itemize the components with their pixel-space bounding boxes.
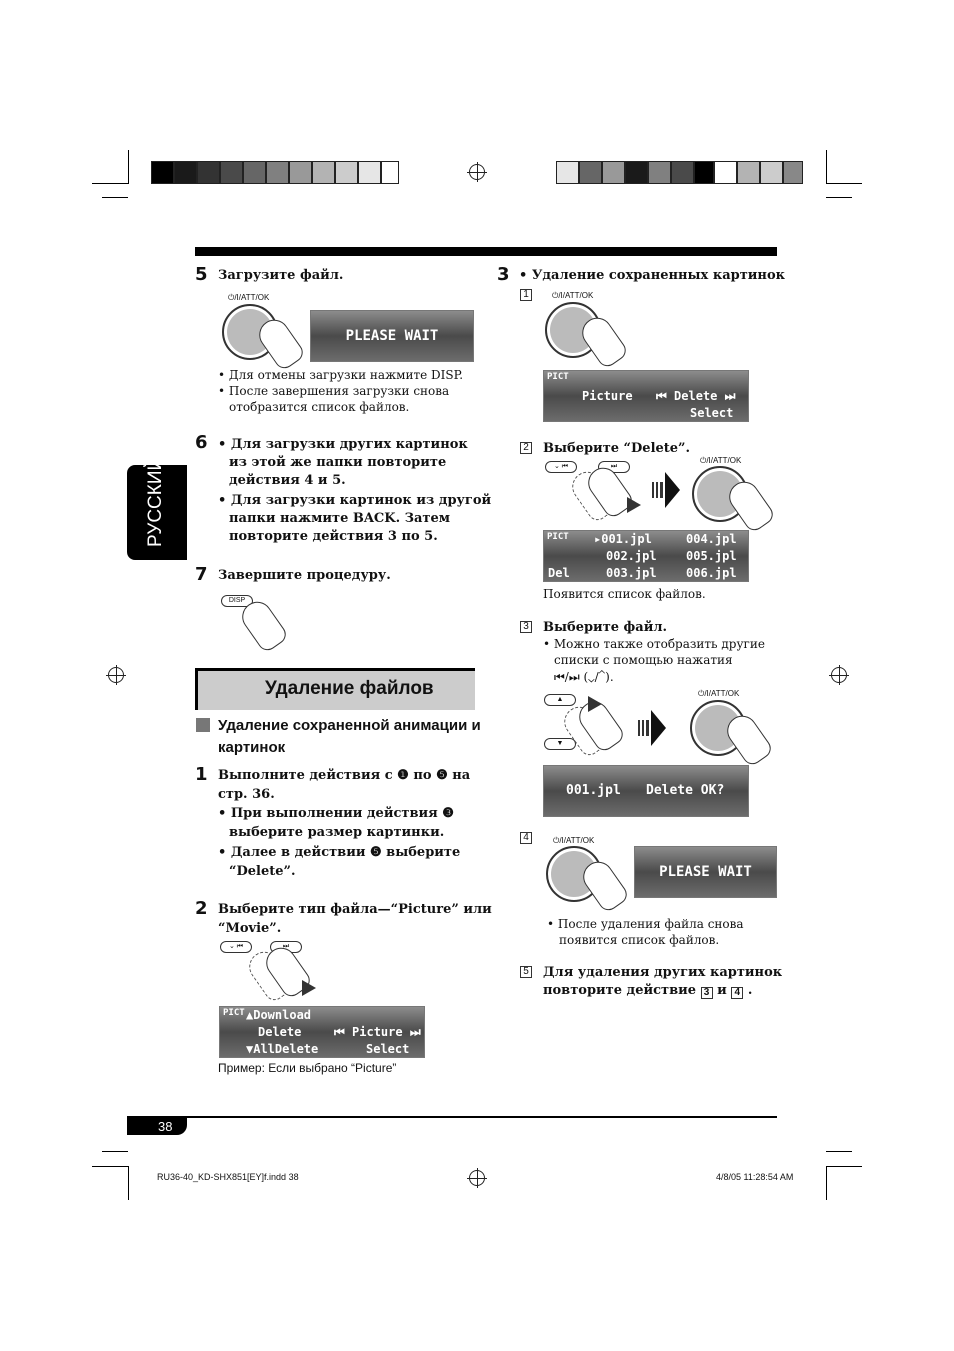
arrow-icon	[302, 980, 316, 996]
step-number: 3	[497, 264, 510, 285]
step-text: выберите размер картинки.	[229, 825, 445, 840]
step-text: “Movie”.	[218, 921, 282, 936]
substep-number: 5	[520, 966, 532, 978]
lcd-text: PICT	[547, 372, 569, 382]
bullet-text: • Для отмены загрузки нажмите DISP.	[218, 368, 464, 382]
footer-rule	[127, 1116, 777, 1118]
step-text: Выберите тип файла—“Picture” или	[218, 902, 492, 917]
big-arrow-icon	[638, 710, 666, 746]
footer-file: RU36-40_KD-SHX851[EY]f.indd 38	[157, 1172, 299, 1182]
substep-title: Выберите “Delete”.	[543, 441, 691, 456]
language-tab-label: РУССКИЙ	[145, 456, 166, 547]
lcd-text: 005.jpl	[686, 549, 737, 563]
lcd-display	[310, 310, 474, 362]
lcd-display	[543, 530, 749, 582]
registration-mark	[108, 667, 124, 683]
big-arrow-icon	[652, 472, 680, 508]
lcd-text: 006.jpl	[686, 566, 737, 580]
subheading-square	[196, 718, 210, 732]
page-number-tab	[127, 1118, 187, 1135]
substep-text: Для удаления других картинок	[543, 965, 783, 980]
substep-title: Выберите файл.	[543, 620, 668, 635]
lcd-text: PICT	[223, 1008, 245, 1018]
step-text: Выполните действия с ❶ по ❺ на	[218, 768, 471, 783]
registration-mark	[831, 667, 847, 683]
substep-number: 2	[520, 442, 532, 454]
bullet-text: списки с помощью нажатия	[554, 653, 733, 667]
lcd-text: PLEASE WAIT	[345, 328, 439, 344]
caption: Появится список файлов.	[543, 587, 706, 601]
step-number: 5	[195, 264, 208, 285]
down-button[interactable]: ▼	[544, 738, 576, 750]
lcd-text: PICT	[547, 532, 569, 542]
up-button[interactable]: ▲	[544, 694, 576, 706]
lcd-text: 002.jpl	[606, 549, 657, 563]
lcd-text: Del	[548, 566, 570, 580]
lcd-text: Picture	[582, 389, 633, 403]
lcd-text: PLEASE WAIT	[659, 864, 752, 880]
knob-label: ⏻/I/ATT/OK	[700, 456, 742, 465]
step-title: • Удаление сохраненных картинок	[519, 268, 786, 283]
lcd-text: Delete OK?	[646, 783, 725, 798]
section-title: Удаление файлов	[265, 678, 434, 699]
page-number: 38	[158, 1119, 173, 1134]
lcd-text: 004.jpl	[686, 532, 737, 546]
step-number: 1	[195, 764, 208, 785]
step-number: 7	[195, 564, 208, 585]
lcd-text: ▲Download	[246, 1008, 312, 1022]
bullet-text: отобразится список файлов.	[229, 400, 410, 414]
disp-button[interactable]: DISP	[221, 595, 253, 607]
step-number: 2	[195, 898, 208, 919]
lcd-text: ▸001.jpl	[594, 532, 652, 546]
lcd-display	[543, 370, 749, 422]
step-text: • Для загрузки картинок из другой	[218, 493, 492, 508]
knob-label: ⏻/I/ATT/OK	[228, 293, 270, 302]
subheading: Удаление сохраненной анимации и	[218, 717, 481, 734]
subheading: картинок	[218, 739, 286, 756]
knob-label: ⏻/I/ATT/OK	[698, 689, 740, 698]
lcd-display	[543, 765, 749, 817]
lcd-text: Select	[690, 406, 734, 420]
step-text: стр. 36.	[218, 787, 275, 802]
lcd-text: Select	[366, 1042, 410, 1056]
header-rule	[195, 247, 777, 256]
next-button[interactable]: ⏭	[598, 461, 630, 473]
lcd-text: ▼AllDelete	[246, 1042, 319, 1056]
lcd-display	[219, 1006, 425, 1058]
caption: Пример: Если выбрано “Picture”	[218, 1061, 397, 1075]
lcd-text: Delete	[258, 1025, 302, 1039]
step-number: 6	[195, 432, 208, 453]
step-text: • Далее в действии ❺ выберите	[218, 845, 461, 860]
down-prev-button[interactable]: ⌄ ⏮	[545, 461, 577, 473]
lcd-text: 003.jpl	[606, 566, 657, 580]
substep-number: 1	[520, 289, 532, 301]
knob-label: ⏻/I/ATT/OK	[553, 836, 595, 845]
footer-datetime: 4/8/05 11:28:54 AM	[716, 1172, 794, 1182]
step-text: • Для загрузки других картинок	[218, 437, 468, 452]
substep-number: 3	[520, 621, 532, 633]
step-text: из этой же папки повторите	[229, 455, 447, 470]
lcd-text: ⏮ Picture ⏭	[334, 1025, 421, 1039]
arrow-icon	[588, 696, 602, 712]
lcd-display	[634, 846, 777, 898]
step-text: папки нажмите BACK. Затем	[229, 511, 451, 526]
bullet-text: • После завершения загрузки снова	[218, 384, 450, 398]
lcd-text: 001.jpl	[566, 783, 621, 798]
lcd-text: ⏮ Delete ⏭	[656, 389, 736, 403]
down-prev-button[interactable]: ⌄ ⏮	[220, 941, 252, 953]
step-text: повторите действия 3 по 5.	[229, 529, 438, 544]
bullet-text: • Можно также отобразить другие	[543, 637, 765, 651]
bullet-text: • После удаления файла снова	[547, 917, 744, 931]
step-title: Загрузите файл.	[218, 268, 344, 283]
knob-label: ⏻/I/ATT/OK	[552, 291, 594, 300]
step-title: Завершите процедуру.	[218, 568, 391, 583]
registration-mark	[469, 1170, 485, 1186]
substep-number: 4	[520, 832, 532, 844]
step-text: действия 4 и 5.	[229, 473, 346, 488]
arrow-icon	[627, 497, 641, 513]
step-text: “Delete”.	[229, 864, 296, 879]
next-button[interactable]: ⏭	[270, 941, 302, 953]
registration-mark	[469, 164, 485, 180]
bullet-text: появится список файлов.	[559, 933, 720, 947]
substep-text: повторите действие 3 и 4 .	[543, 983, 753, 998]
bullet-text: ⏮/⏭ (⌄/⌃).	[554, 670, 614, 684]
step-text: • При выполнении действия ❸	[218, 806, 454, 821]
